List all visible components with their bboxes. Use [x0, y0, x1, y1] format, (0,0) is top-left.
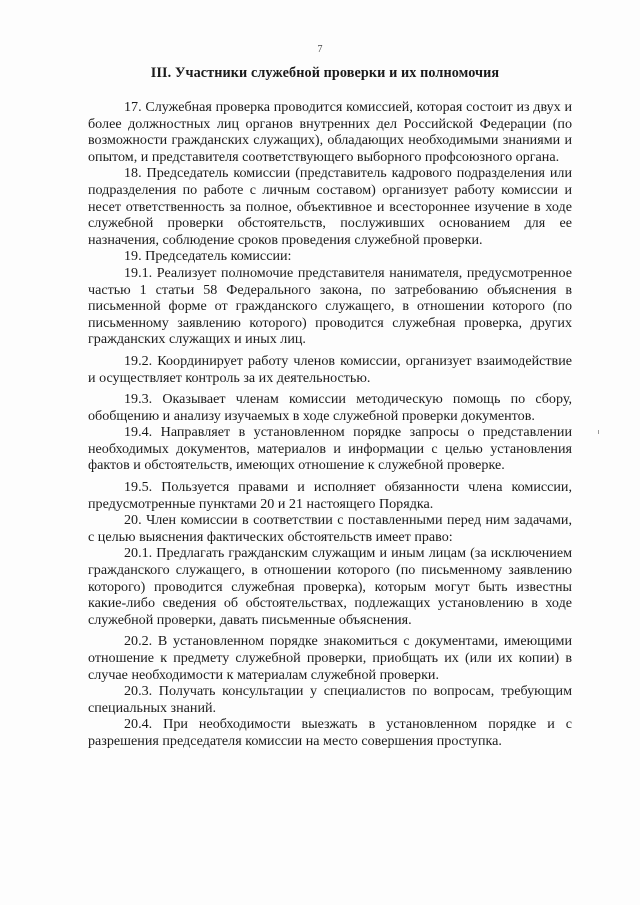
paragraph-19-3: 19.3. Оказывает членам комиссии методическую помощь по сбору, обобщению и анализу изучаемых в ходе служебной проверки документов. — [88, 391, 572, 424]
paragraph-19-4: 19.4. Направляет в установленном порядке запросы о представлении необходимых документов, материалов и информации с целью установления фактов и обстоятельств, имеющих отношение к служебной проверке. — [88, 424, 572, 474]
paragraph-20-1: 20.1. Предлагать гражданским служащим и иным лицам (за исключением гражданского служащего, в отношении которого (по письменному заявлению которого) проводится служебная проверка), которым могут быть известны какие-либо сведения об обстоятельствах, подлежащих установлению в ходе служебной проверки, давать письменные объяснения. — [88, 545, 572, 628]
section-title: III. Участники служебной проверки и их полномочия — [150, 65, 500, 81]
paragraph-17: 17. Служебная проверка проводится комиссией, которая состоит из двух и более должностных лиц органов внутренних дел Российской Федерации (по возможности гражданских служащих), обладающих необходимыми знаниями и опытом, и представителя соответствующего выборного профсоюзного органа. — [88, 99, 572, 165]
paragraph-19-1: 19.1. Реализует полномочие представителя нанимателя, предусмотренное частью 1 статьи 58 Федерального закона, по затребованию объяснения в письменной форме от гражданского служащего, в отношении которого (по письменному заявлению которого) проводится служебная проверка, других гражданских служащих и иных лиц. — [88, 264, 572, 348]
paragraph-18: 18. Председатель комиссии (представитель кадрового подразделения или подразделения по работе с личным составом) организует работу комиссии и несет ответственность за полное, объективное и всестороннее изучение в ходе служебной проверки обстоятельств, послуживших основанием для ее назначения, соблюдение сроков проведения служебной проверки. — [88, 165, 572, 248]
paragraph-20-4: 20.4. При необходимости выезжать в установленном порядке и с разрешения председателя комиссии на место совершения проступка. — [88, 716, 572, 749]
paragraph-20-3: 20.3. Получать консультации у специалистов по вопросам, требующим специальных знаний. — [88, 683, 572, 716]
page-number: 7 — [317, 44, 323, 55]
paragraph-20: 20. Член комиссии в соответствии с поставленными перед ним задачами, с целью выяснения фактических обстоятельств имеет право: — [88, 512, 572, 545]
paragraph-19-5: 19.5. Пользуется правами и исполняет обязанности члена комиссии, предусмотренные пунктами 20 и 21 настоящего Порядка. — [88, 479, 572, 512]
document-body — [88, 99, 572, 750]
paragraph-20-2: 20.2. В установленном порядке знакомиться с документами, имеющими отношение к предмету служебной проверки, приобщать их (или их копии) в случае необходимости к материалам служебной проверки. — [88, 633, 572, 683]
paragraph-19: 19. Председатель комиссии: — [124, 248, 292, 265]
paragraph-19-2: 19.2. Координирует работу членов комиссии, организует взаимодействие и осуществляет контроль за их деятельностью. — [88, 352, 572, 386]
scan-artifact-mark — [598, 430, 599, 434]
